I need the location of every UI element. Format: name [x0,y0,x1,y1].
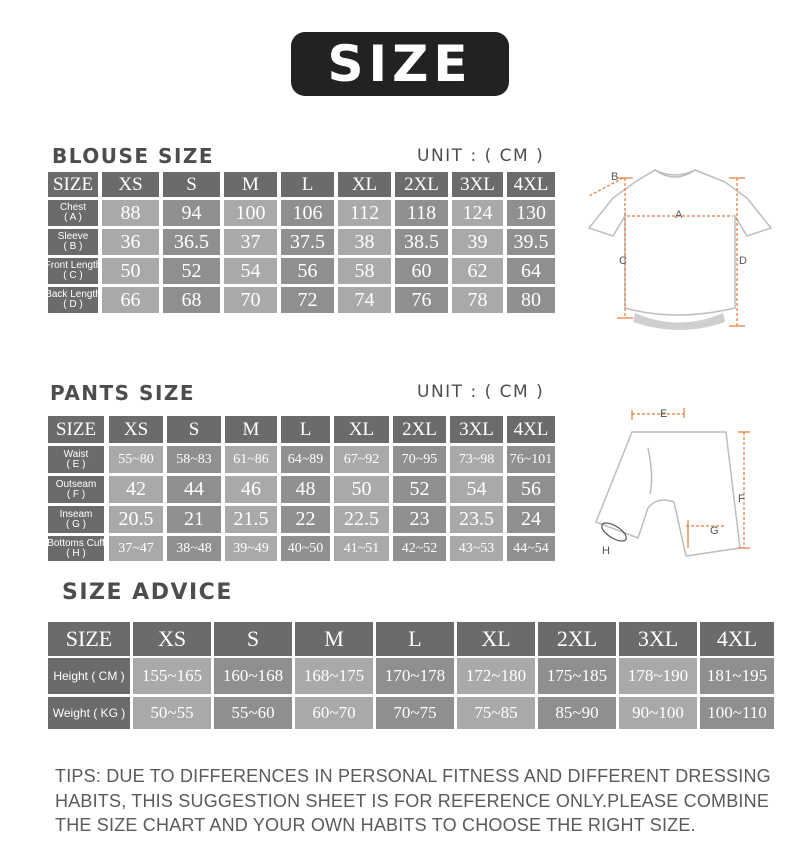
blouse-row-label-code: ( B ) [63,241,83,252]
pants-table-cell: 61~86 [225,446,277,473]
advice-table-cell: 50~55 [133,697,211,729]
page-title: SIZE [327,35,473,93]
blouse-table-cell: 62 [452,258,503,284]
pants-row-label-code: ( G ) [66,518,86,530]
blouse-size-title: BLOUSE SIZE [52,144,215,168]
pants-row-label [48,536,104,561]
blouse-table-cell: 36.5 [163,229,220,255]
blouse-header-xs: XS [102,172,159,197]
pants-table-cell: 58~83 [167,446,221,473]
pants-row-label-text: Inseam [59,508,93,520]
diagram-label-f: F [738,493,745,505]
blouse-table-cell: 58 [338,258,391,284]
blouse-unit-label: UNIT : ( CM ) [417,146,545,166]
advice-table-cell: 175~185 [538,658,616,694]
advice-row-label-text: Height ( CM ) [53,669,125,683]
pants-table-cell: 46 [225,476,277,503]
advice-header-m: M [295,622,373,656]
pants-size-title: PANTS SIZE [50,381,196,405]
pants-table-cell: 38~48 [167,536,221,561]
advice-header-xl: XL [457,622,535,656]
blouse-header-size: SIZE [48,172,98,197]
pants-table-cell: 42 [109,476,163,503]
blouse-header-4xl: 4XL [507,172,555,197]
pants-table-cell: 43~53 [450,536,503,561]
advice-row-label-text: Weight ( KG ) [52,706,126,720]
pants-row-label [48,476,104,503]
pants-table-cell: 24 [507,506,555,533]
pants-header-m: M [225,416,277,443]
advice-table-cell: 60~70 [295,697,373,729]
blouse-row-label-code: ( A ) [64,212,82,223]
tips-text: TIPS: DUE TO DIFFERENCES IN PERSONAL FITNESS AND DIFFERENT DRESSING HABITS, THIS SUGGESTION SHEET IS FOR REFERENCE ONLY.PLEASE COMBINE THE SIZE CHART AND YOUR OWN HABITS TO CHOOSE THE RIGHT SIZE. [55,766,771,835]
blouse-table-cell: 64 [507,258,555,284]
pants-header-4xl: 4XL [507,416,555,443]
diagram-label-c: C [619,255,627,267]
pants-table-cell: 44 [167,476,221,503]
advice-header-xs: XS [133,622,211,656]
advice-table-cell: 172~180 [457,658,535,694]
blouse-row-label [45,287,101,313]
blouse-table-cell: 124 [452,200,503,226]
blouse-row-label-code: ( D ) [63,299,83,310]
pants-table-cell: 54 [450,476,503,503]
pants-table-cell: 56 [507,476,555,503]
blouse-table-cell: 56 [281,258,334,284]
pants-table-cell: 42~52 [393,536,446,561]
advice-header-3xl: 3XL [619,622,697,656]
pants-table-cell: 39~49 [225,536,277,561]
title-pill [291,32,509,96]
pants-table-cell: 22.5 [334,506,389,533]
pants-row-label [48,506,104,533]
pants-row-label-text: Outseam [55,478,97,490]
blouse-header-s: S [163,172,220,197]
blouse-header-2xl: 2XL [395,172,448,197]
blouse-table-cell: 112 [338,200,391,226]
pants-row-label-code: ( H ) [66,547,86,559]
pants-table-cell: 41~51 [334,536,389,561]
diagram-label-d: D [739,255,747,267]
blouse-table-cell: 38.5 [395,229,448,255]
blouse-table-cell: 52 [163,258,220,284]
blouse-row-label-text: Back Length [45,289,101,300]
blouse-row-label-code: ( C ) [63,270,83,281]
pants-row-label-code: ( F ) [66,488,86,500]
jersey-diagram [575,150,780,340]
blouse-table-cell: 36 [102,229,159,255]
blouse-table-cell: 70 [224,287,277,313]
blouse-row-label [44,258,102,284]
diagram-label-g: G [710,525,719,537]
advice-table-cell: 168~175 [295,658,373,694]
pants-table-cell: 20.5 [109,506,163,533]
shorts-diagram [588,398,758,568]
pants-table-cell: 73~98 [450,446,503,473]
blouse-table-cell: 100 [224,200,277,226]
blouse-table-cell: 38 [338,229,391,255]
blouse-table-cell: 39.5 [507,229,555,255]
advice-table-cell: 170~178 [376,658,454,694]
pants-header-l: L [281,416,330,443]
blouse-row-label-text: Front Length [44,260,102,271]
advice-header-l: L [376,622,454,656]
advice-table-cell: 90~100 [619,697,697,729]
advice-header-2xl: 2XL [538,622,616,656]
pants-table-cell: 70~95 [393,446,446,473]
blouse-table-cell: 72 [281,287,334,313]
pants-header-xl: XL [334,416,389,443]
pants-table-cell: 67~92 [334,446,389,473]
pants-row-label [48,446,104,473]
blouse-table-cell: 88 [102,200,159,226]
blouse-header-l: L [281,172,334,197]
pants-header-3xl: 3XL [450,416,503,443]
diagram-label-a: A [675,209,683,221]
blouse-table-cell: 37 [224,229,277,255]
pants-row-label-code: ( E ) [66,458,86,470]
pants-table-cell: 40~50 [281,536,330,561]
blouse-table-cell: 66 [102,287,159,313]
advice-header-s: S [214,622,292,656]
blouse-table-cell: 68 [163,287,220,313]
advice-header-size: SIZE [48,622,130,656]
blouse-row-label-text: Sleeve [57,231,89,242]
pants-header-2xl: 2XL [393,416,446,443]
blouse-table-cell: 76 [395,287,448,313]
pants-table-cell: 55~80 [109,446,163,473]
pants-table-cell: 23 [393,506,446,533]
advice-table-cell: 70~75 [376,697,454,729]
pants-header-xs: XS [109,416,163,443]
blouse-row-label [48,229,98,255]
blouse-header-3xl: 3XL [452,172,503,197]
pants-table-cell: 52 [393,476,446,503]
size-advice-title: SIZE ADVICE [62,580,233,605]
blouse-table-cell: 130 [507,200,555,226]
pants-table-cell: 22 [281,506,330,533]
pants-table-cell: 76~101 [507,446,555,473]
pants-table-cell: 50 [334,476,389,503]
advice-table-cell: 100~110 [700,697,774,729]
blouse-table-cell: 78 [452,287,503,313]
pants-table-cell: 21 [167,506,221,533]
blouse-table-cell: 74 [338,287,391,313]
pants-table-cell: 64~89 [281,446,330,473]
advice-row-label [48,697,130,729]
pants-table-cell: 23.5 [450,506,503,533]
advice-table-cell: 85~90 [538,697,616,729]
blouse-table-cell: 106 [281,200,334,226]
blouse-table-cell: 94 [163,200,220,226]
pants-unit-label: UNIT : ( CM ) [417,382,545,402]
pants-header-size: SIZE [48,416,104,443]
advice-header-4xl: 4XL [700,622,774,656]
advice-table-cell: 160~168 [214,658,292,694]
pants-table-cell: 44~54 [507,536,555,561]
blouse-row-label [48,200,98,226]
blouse-row-label-text: Chest [59,202,87,213]
blouse-table-cell: 80 [507,287,555,313]
pants-header-s: S [167,416,221,443]
diagram-label-e: E [660,408,668,420]
blouse-table-cell: 37.5 [281,229,334,255]
advice-row-label [48,658,130,694]
blouse-table-cell: 118 [395,200,448,226]
advice-table-cell: 181~195 [700,658,774,694]
advice-table-cell: 155~165 [133,658,211,694]
blouse-table-cell: 50 [102,258,159,284]
diagram-label-b: B [611,171,619,183]
blouse-table-cell: 54 [224,258,277,284]
blouse-header-m: M [224,172,277,197]
blouse-table-cell: 39 [452,229,503,255]
diagram-label-h: H [602,545,610,557]
pants-row-label-text: Waist [63,448,89,460]
pants-table-cell: 48 [281,476,330,503]
pants-table-cell: 37~47 [109,536,163,561]
blouse-table-cell: 60 [395,258,448,284]
blouse-header-xl: XL [338,172,391,197]
advice-table-cell: 55~60 [214,697,292,729]
advice-table-cell: 178~190 [619,658,697,694]
pants-row-label-text: Bottoms Cuff [47,537,105,549]
pants-table-cell: 21.5 [225,506,277,533]
advice-table-cell: 75~85 [457,697,535,729]
